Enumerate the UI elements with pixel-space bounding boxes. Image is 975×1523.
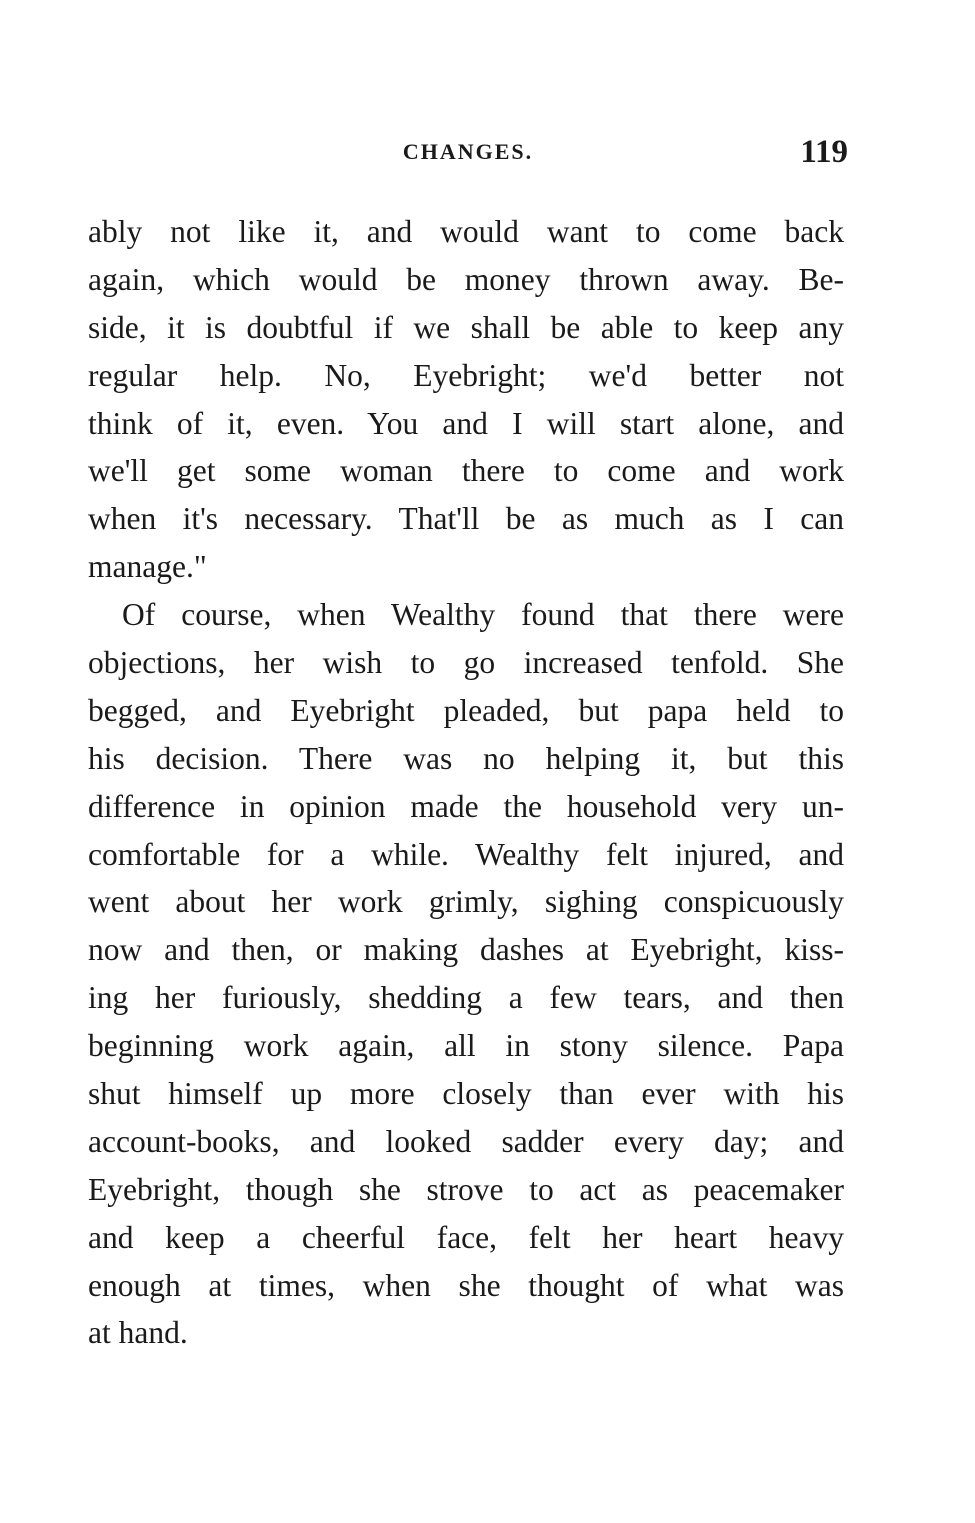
text-line: comfortable for a while. Wealthy felt injured, and <box>88 836 844 872</box>
text-line: his decision. There was no helping it, but this <box>88 740 844 776</box>
text-line: went about her work grimly, sighing conspicuously <box>88 884 844 920</box>
text-line: side, it is doubtful if we shall be able to keep any <box>88 309 844 345</box>
text-line: begged, and Eyebright pleaded, but papa held to <box>88 692 844 728</box>
text-line: account-books, and looked sadder every day; and <box>88 1123 844 1159</box>
text-line: when it's necessary. That'll be as much as I can <box>88 501 844 537</box>
text-line: difference in opinion made the household very un- <box>88 788 844 824</box>
text-line: shut himself up more closely than ever with his <box>88 1076 844 1112</box>
body-text <box>88 208 844 1357</box>
text-line: at hand. <box>88 1315 188 1351</box>
text-line: think of it, even. You and I will start alone, and <box>88 405 844 441</box>
text-line: objections, her wish to go increased tenfold. She <box>88 645 844 681</box>
page-number: 119 <box>800 134 848 170</box>
running-header <box>88 132 848 172</box>
paragraph-first-line: Of course, when Wealthy found that there were <box>122 597 844 633</box>
text-line: enough at times, when she thought of what was <box>88 1267 844 1303</box>
text-line: again, which would be money thrown away. Be- <box>88 261 844 297</box>
text-line: beginning work again, all in stony silence. Papa <box>88 1028 844 1064</box>
text-line: ably not like it, and would want to come back <box>88 214 844 249</box>
text-line: we'll get some woman there to come and work <box>88 453 844 489</box>
text-line: ing her furiously, shedding a few tears, and then <box>88 980 844 1016</box>
text-line: regular help. No, Eyebright; we'd better not <box>88 357 844 393</box>
text-line: manage." <box>88 549 207 585</box>
text-line: Eyebright, though she strove to act as peacemaker <box>88 1171 844 1207</box>
text-line: and keep a cheerful face, felt her heart heavy <box>88 1219 844 1255</box>
chapter-running-title: CHANGES. <box>402 139 534 164</box>
text-line: now and then, or making dashes at Eyebright, kiss- <box>88 932 844 968</box>
